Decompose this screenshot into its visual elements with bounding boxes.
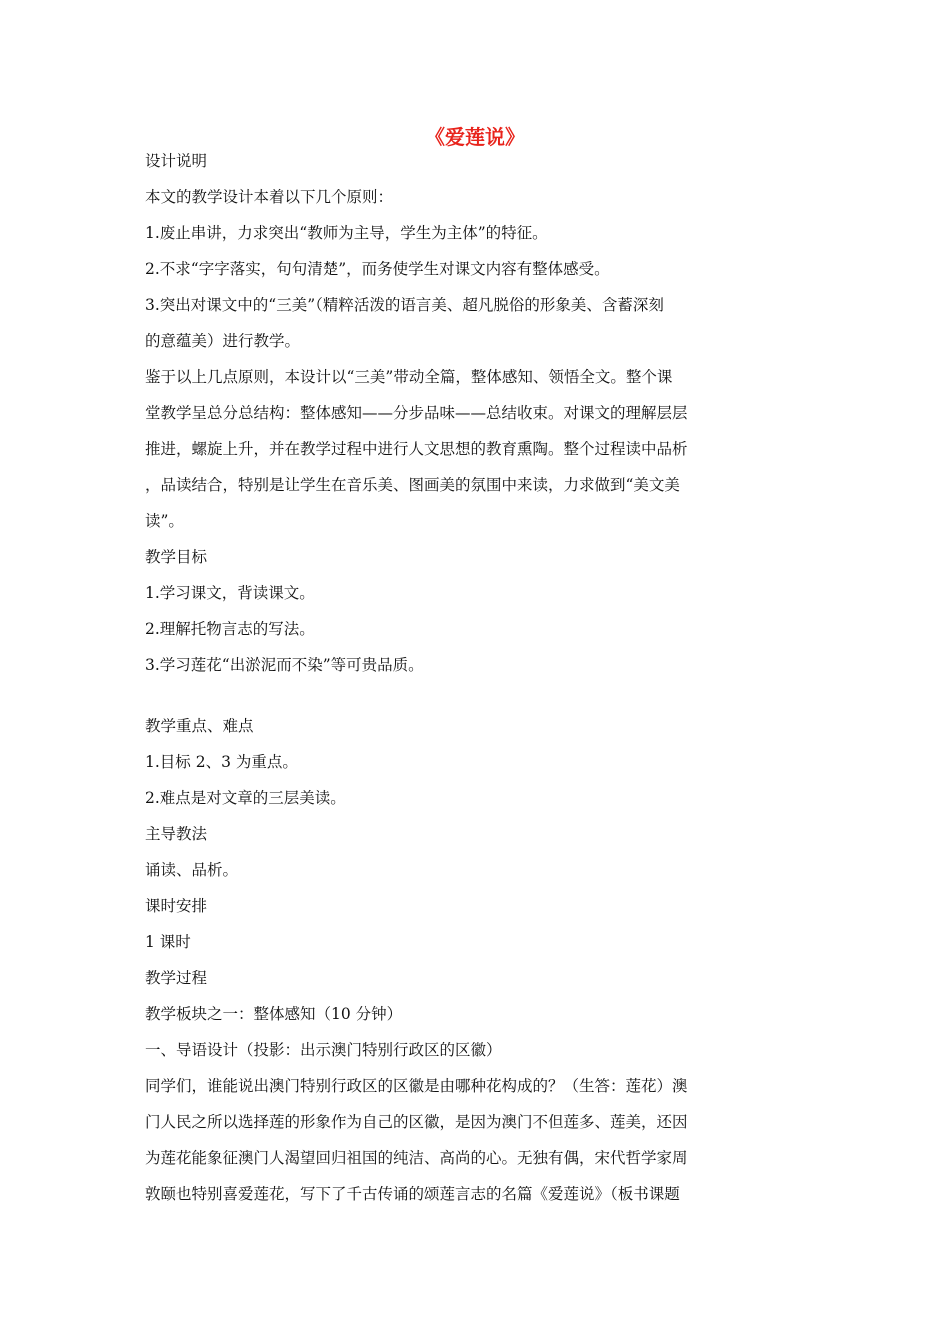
paragraph-line: ，品读结合，特别是让学生在音乐美、图画美的氛围中来读，力求做到“美文美 bbox=[145, 476, 680, 494]
document-title: 《爱莲说》 bbox=[425, 125, 525, 149]
list-item: 3.学习莲花“出淤泥而不染”等可贵品质。 bbox=[145, 656, 424, 674]
list-item: 2.不求“字字落实，句句清楚”，而务使学生对课文内容有整体感受。 bbox=[145, 260, 610, 278]
heading-design-notes: 设计说明 bbox=[145, 152, 208, 170]
paragraph-line: 鉴于以上几点原则，本设计以“三美”带动全篇，整体感知、领悟全文。整个课 bbox=[145, 368, 673, 386]
list-item: 2.难点是对文章的三层美读。 bbox=[145, 789, 346, 807]
heading-key-points: 教学重点、难点 bbox=[145, 717, 254, 735]
list-item: 3.突出对课文中的“三美”（精粹活泼的语言美、超凡脱俗的形象美、含蓄深刻 bbox=[145, 296, 664, 314]
paragraph-line: 同学们，谁能说出澳门特别行政区的区徽是由哪种花构成的？（生答：莲花）澳 bbox=[145, 1077, 688, 1095]
subsection-heading: 一、导语设计（投影：出示澳门特别行政区的区徽） bbox=[145, 1041, 502, 1059]
paragraph-line: 本文的教学设计本着以下几个原则： bbox=[145, 188, 394, 206]
paragraph-line: 1 课时 bbox=[145, 933, 191, 951]
paragraph-line: 为莲花能象征澳门人渴望回归祖国的纯洁、高尚的心。无独有偶，宋代哲学家周 bbox=[145, 1149, 688, 1167]
paragraph-line: 敦颐也特别喜爱莲花，写下了千古传诵的颂莲言志的名篇《爱莲说》（板书课题 bbox=[145, 1185, 680, 1203]
paragraph-line: 堂教学呈总分总结构：整体感知——分步品味——总结收束。对课文的理解层层 bbox=[145, 404, 688, 422]
heading-teaching-goals: 教学目标 bbox=[145, 548, 208, 566]
heading-schedule: 课时安排 bbox=[145, 897, 208, 915]
paragraph-line: 读”。 bbox=[145, 512, 184, 530]
heading-teaching-method: 主导教法 bbox=[145, 825, 208, 843]
list-item: 2.理解托物言志的写法。 bbox=[145, 620, 315, 638]
paragraph-line: 推进，螺旋上升，并在教学过程中进行人文思想的教育熏陶。整个过程读中品析 bbox=[145, 440, 688, 458]
list-item: 1.学习课文，背读课文。 bbox=[145, 584, 315, 602]
paragraph-line: 门人民之所以选择莲的形象作为自己的区徽，是因为澳门不但莲多、莲美，还因 bbox=[145, 1113, 688, 1131]
paragraph-line: 诵读、品析。 bbox=[145, 861, 239, 879]
paragraph-line: 的意蕴美）进行教学。 bbox=[145, 332, 301, 350]
heading-teaching-process: 教学过程 bbox=[145, 969, 208, 987]
list-item: 1.废止串讲，力求突出“教师为主导，学生为主体”的特征。 bbox=[145, 224, 548, 242]
section-heading: 教学板块之一：整体感知（10 分钟） bbox=[145, 1005, 403, 1023]
list-item: 1.目标 2、3 为重点。 bbox=[145, 753, 298, 771]
